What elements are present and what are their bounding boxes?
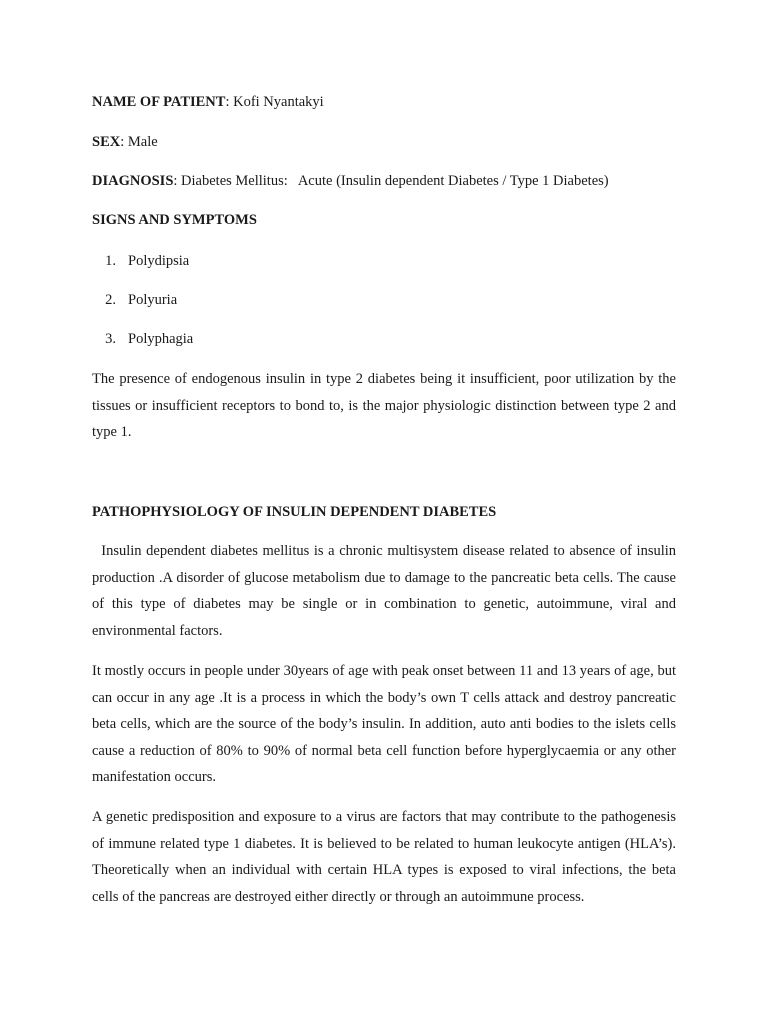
patient-sex-label: SEX (92, 134, 121, 150)
patient-sex-value: : Male (120, 134, 158, 150)
list-item-text: Polyuria (128, 292, 178, 308)
list-item (92, 251, 189, 271)
diagnosis-label: DIAGNOSIS (92, 173, 174, 189)
list-item (92, 290, 177, 310)
list-item-text: Polyphagia (128, 331, 194, 347)
pathophysiology-paragraph-1: Insulin dependent diabetes mellitus is a chronic multisystem disease related to absence of insulin production .A disorder of glucose metabolism due to damage to the pancreatic beta cells. The cause of this type of diabetes may be single or in combination to genetic, autoimmune, viral and environmental factors. (92, 543, 680, 639)
diagnosis-value: : Diabetes Mellitus: Acute (Insulin dependent Diabetes / Type 1 Diabetes) (173, 173, 609, 189)
list-item-text: Polydipsia (128, 253, 190, 269)
patient-name-label: NAME OF PATIENT (92, 94, 226, 110)
signs-paragraph: The presence of endogenous insulin in type 2 diabetes being it insufficient, poor utilization by the tissues or insufficient receptors to bond to, is the major physiologic distinction between type 2 and type 1. (92, 371, 676, 441)
pathophysiology-paragraph-3: A genetic predisposition and exposure to a virus are factors that may contribute to the pathogenesis of immune related type 1 diabetes. It is believed to be related to human leukocyte antigen (HLA’s). Theoretically when an individual with certain HLA types is exposed to viral infections, the beta cells of the pancreas are destroyed either directly or through an autoimmune process. (92, 809, 676, 905)
list-item-number: 2. (105, 292, 116, 308)
signs-heading: SIGNS AND SYMPTOMS (92, 212, 257, 228)
list-item (92, 329, 193, 349)
patient-sex-line (92, 132, 158, 152)
list-item-number: 1. (105, 253, 116, 269)
pathophysiology-paragraph-2: It mostly occurs in people under 30years of age with peak onset between 11 and 13 years of age, but can occur in any age .It is a process in which the body’s own T cells attack and destroy pancreatic beta cells, which are the source of the body’s insulin. In addition, auto anti bodies to the islets cells cause a reduction of 80% to 90% of normal beta cell function before hyperglycaemia or any other manifestation occurs. (92, 663, 676, 786)
diagnosis-line (92, 171, 609, 191)
list-item-number: 3. (105, 331, 116, 347)
patient-name-value: : Kofi Nyantakyi (225, 94, 324, 110)
patient-name-line (92, 92, 324, 112)
pathophysiology-heading: PATHOPHYSIOLOGY OF INSULIN DEPENDENT DIABETES (92, 504, 497, 520)
